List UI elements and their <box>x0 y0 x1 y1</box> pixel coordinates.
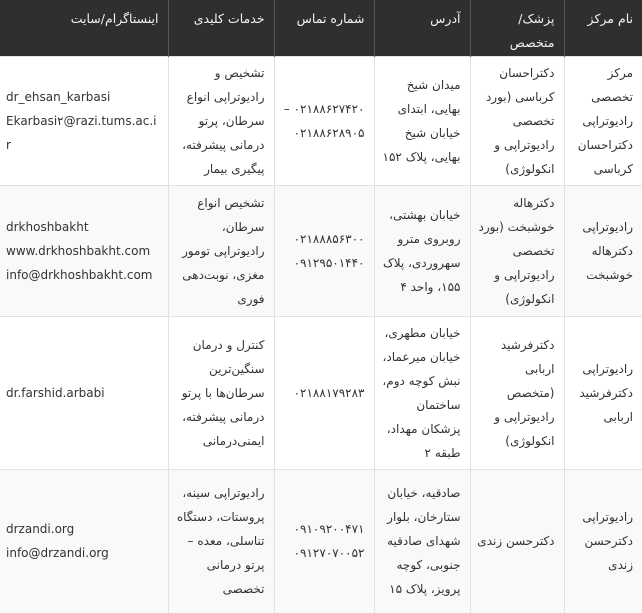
social-email: info@drzandi.org <box>6 546 109 561</box>
cell-address: خیابان مطهری، خیابان میرعماد، نبش کوچه دوم، ساختمان پزشکان مهداد، طبقه ۲ <box>374 316 470 469</box>
table-row <box>0 469 642 613</box>
cell-social <box>0 469 168 613</box>
cell-phone: ۰۲۱۸۸۱۷۹۲۸۳ <box>274 316 374 469</box>
cell-phone: ۰۲۱۸۸۶۲۷۴۲۰ – ۰۲۱۸۸۶۲۸۹۰۵ <box>274 56 374 185</box>
cell-phone: ۰۲۱۸۸۸۵۶۳۰۰ ۰۹۱۲۹۵۰۱۴۴۰ <box>274 185 374 316</box>
cell-social <box>0 185 168 316</box>
cell-services: تشخیص و رادیوتراپی انواع سرطان، پرتو درمانی پیشرفته، پیگیری بیمار <box>168 56 274 185</box>
cell-address: میدان شیخ بهایی، ابتدای خیابان شیخ بهایی، پلاک ۱۵۲ <box>374 56 470 185</box>
social-handle: dr.farshid.arbabi <box>6 385 105 400</box>
social-website: www.drkhoshbakht.com <box>6 243 151 258</box>
cell-doctor: دکترحسن زندی <box>470 469 564 613</box>
cell-address: صادقیه، خیابان ستارخان، بلوار شهدای صادقیه جنوبی، کوچه پرویز، پلاک ۱۵ <box>374 469 470 613</box>
cell-doctor: دکتراحسان کرباسی (بورد تخصصی رادیوتراپی و انکولوژی) <box>470 56 564 185</box>
header-social: اینستاگرام/سایت <box>70 11 159 26</box>
social-email: info@drkhoshbakht.com <box>6 267 153 282</box>
table-row <box>0 185 642 316</box>
cell-services: تشخیص انواع سرطان، رادیوتراپی تومور مغزی، نوبت‌دهی فوری <box>168 185 274 316</box>
cell-social <box>0 56 168 185</box>
header-doctor: پزشک/ متخصص <box>470 0 564 56</box>
table-header-row <box>0 0 642 56</box>
social-email: Ekarbasi۲@razi.tums.ac.ir <box>6 113 157 152</box>
table-row <box>0 56 642 185</box>
cell-center-name: رادیوتراپی دکترفرشید اربابی <box>564 316 642 469</box>
cell-services: کنترل و درمان سنگین‌ترین سرطان‌ها با پرتو درمانی پیشرفته، ایمنی‌درمانی <box>168 316 274 469</box>
header-address: آدرس <box>374 0 470 56</box>
cell-center-name: رادیوتراپی دکترحسن زندی <box>564 469 642 613</box>
social-handle: dr_ehsan_karbasi <box>6 89 111 104</box>
header-center-name: نام مرکز <box>564 0 642 56</box>
header-services: خدمات کلیدی <box>168 0 274 56</box>
cell-center-name: رادیوتراپی دکترهاله خوشبخت <box>564 185 642 316</box>
cell-social <box>0 316 168 469</box>
cell-phone: ۰۹۱۰۹۲۰۰۴۷۱ ۰۹۱۲۷۰۷۰۰۵۲ <box>274 469 374 613</box>
cell-services: رادیوتراپی سینه، پروستات، دستگاه تناسلی، معده – پرتو درمانی تخصصی <box>168 469 274 613</box>
cell-doctor: دکترهاله خوشبخت (بورد تخصصی رادیوتراپی و انکولوژی) <box>470 185 564 316</box>
cell-center-name: مرکز تخصصی رادیوتراپی دکتراحسان کرباسی <box>564 56 642 185</box>
table-row <box>0 316 642 469</box>
social-website: drzandi.org <box>6 522 75 537</box>
cell-address: خیابان بهشتی، روبروی مترو سهروردی، پلاک ۱۵۵، واحد ۴ <box>374 185 470 316</box>
social-handle: drkhoshbakht <box>6 219 89 234</box>
header-phone: شماره تماس <box>274 0 374 56</box>
cell-doctor: دکترفرشید اربابی (متخصص رادیوتراپی و انکولوژی) <box>470 316 564 469</box>
